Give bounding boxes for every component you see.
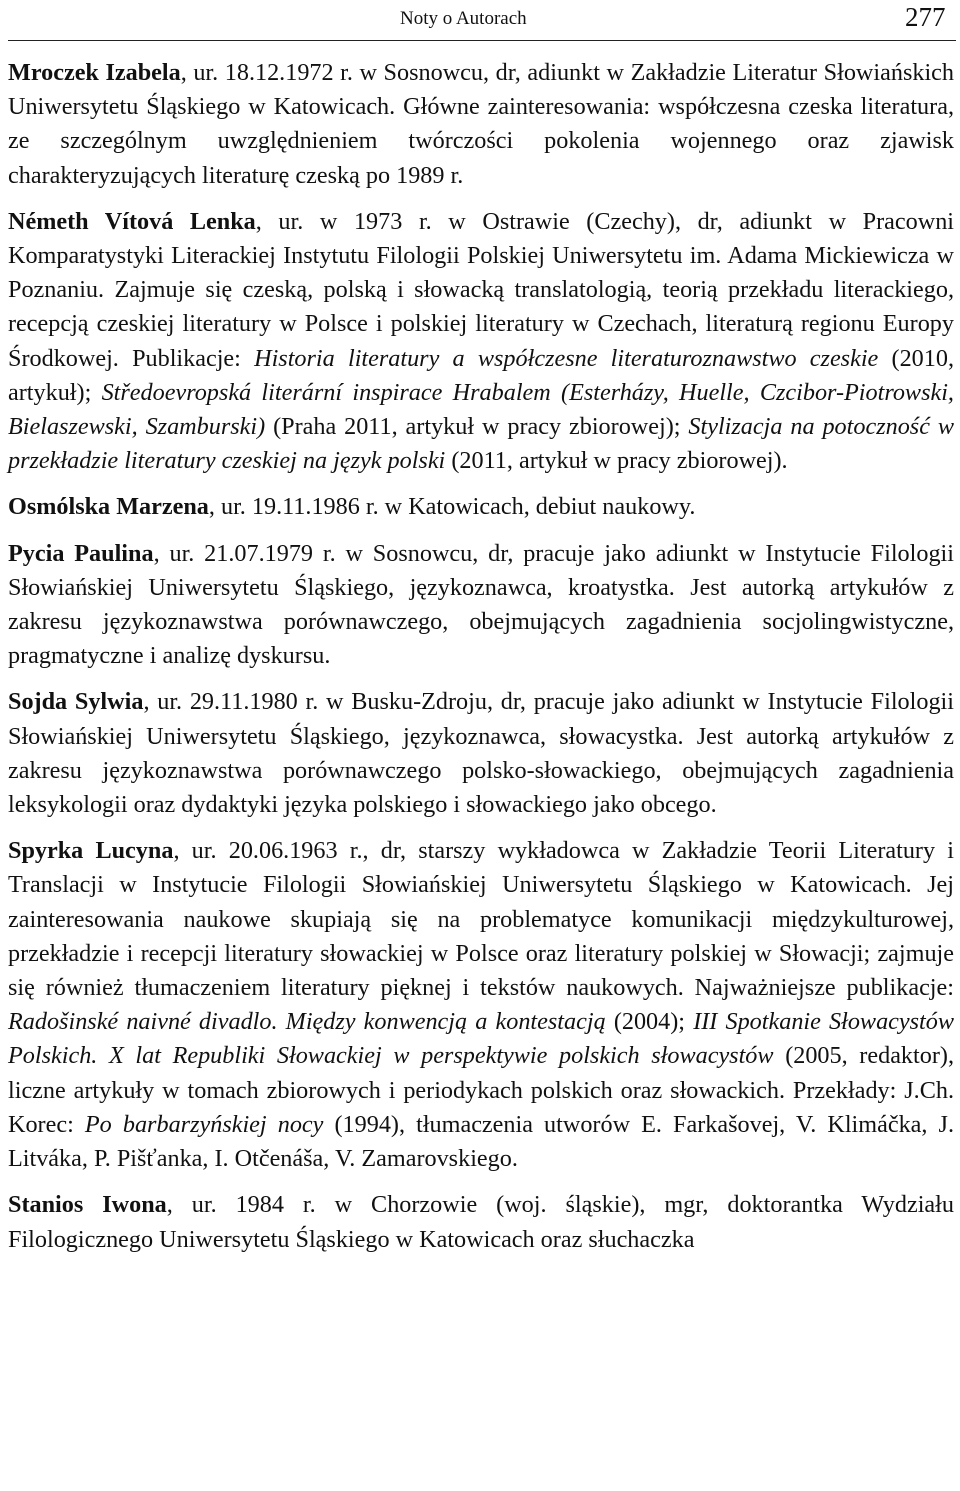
publication-title: III Spotkanie Słowacystów Polskich. X lat Republiki Słowackiej w perspektywie polskich słowacystów (8, 1008, 954, 1070)
author-entry (8, 834, 954, 1176)
entry-text: (1994), tłumaczenia utworów E. Farkašovej, V. Klimáčka, J. Litváka, P. Pišťanka, I. Otčenáša, V. Zamarovskiego. (8, 1110, 954, 1173)
publication-title: Středoevropská literární inspirace Hrabalem (Esterházy, Huelle, Czcibor-Piotrowski, Bielaszewski, Szamburski) (8, 378, 954, 441)
author-entry (8, 490, 954, 524)
publication-title: Stylizacja na potoczność w przekładzie literatury czeskiej na język polski (8, 413, 954, 475)
running-title: Noty o Autorach (400, 8, 527, 29)
author-name: Stanios Iwona (8, 1191, 167, 1219)
author-notes (8, 56, 954, 1269)
entry-text: , ur. 19.11.1986 r. w Katowicach, debiut naukowy. (208, 493, 696, 521)
author-name: Spyrka Lucyna (8, 837, 174, 865)
running-header (0, 0, 960, 40)
entry-text: , ur. 18.12.1972 r. w Sosnowcu, dr, adiunkt w Zakładzie Literatur Słowiańskich Uniwersytetu Śląskiego w Katowicach. Główne zainteresowania: współczesna czeska literatura, ze szczególnym uwzględnieniem twórczości pokolenia wojennego oraz zjawisk charakteryzujących literaturę czeską po 1989 r. (8, 59, 955, 189)
author-entry (8, 1188, 954, 1256)
author-name: Mroczek Izabela (8, 59, 181, 86)
author-entry (8, 537, 954, 674)
entry-text: (2005, redaktor), liczne artykuły w tomach zbiorowych i periodykach polskich oraz słowackich. Przekłady: J.Ch. Korec: (8, 1042, 954, 1138)
entry-text: , ur. 1984 r. w Chorzowie (woj. śląskie), mgr, doktorantka Wydziału Filologicznego Uniwersytetu Śląskiego w Katowicach oraz słuchaczka (8, 1191, 954, 1253)
publication-title: Po barbarzyńskiej nocy (84, 1110, 324, 1138)
entry-text: (2010, artykuł); (8, 344, 954, 406)
entry-text: (2004); (605, 1008, 694, 1036)
entry-text: , ur. w 1973 r. w Ostrawie (Czechy), dr, adiunkt w Pracowni Komparatystyki Literackiej Instytutu Filologii Polskiej Uniwersytetu im. Adama Mickiewicza w Poznaniu. Zajmuje się czeską, polską i słowacką translatologią, teorią przekładu literackiego, recepcją czeskiej literatury w Polsce i polskiej literatury w Czechach, literaturą regionu Europy Środkowej. Publikacje: (8, 207, 955, 372)
entry-text: (2011, artykuł w pracy zbiorowej). (445, 447, 788, 475)
entry-text: (Praha 2011, artykuł w pracy zbiorowej); (265, 413, 689, 441)
page-number: 277 (905, 2, 946, 32)
author-name: Pycia Paulina (8, 539, 154, 567)
author-name: Sojda Sylwia (8, 688, 144, 716)
publication-title: Historia literatury a współczesne literaturoznawstwo czeskie (254, 344, 879, 372)
author-name: Osmólska Marzena (8, 493, 209, 521)
entry-text: , ur. 29.11.1980 r. w Busku-Zdroju, dr, pracuje jako adiunkt w Instytucie Filologii Słowiańskiej Uniwersytetu Śląskiego, językoznawca, słowacystka. Jest autorką artykułów z zakresu językoznawstwa porównawczego polsko-słowackiego, obejmujących zagadnienia leksykologii oraz dydaktyki języka polskiego i słowackiego jako obcego. (8, 688, 954, 819)
publication-title: Radošinské naivné divadlo. Między konwencją a kontestacją (8, 1008, 606, 1036)
author-entry (8, 685, 954, 822)
entry-text: , ur. 21.07.1979 r. w Sosnowcu, dr, pracuje jako adiunkt w Instytucie Filologii Słowiańskiej Uniwersytetu Śląskiego, językoznawca, kroatystka. Jest autorką artykułów z zakresu językoznawstwa porównawczego, obejmujących zagadnienia socjolingwistyczne, pragmatyczne i analizę dyskursu. (8, 539, 954, 670)
author-entry (8, 205, 954, 479)
author-name: Németh Vítová Lenka (8, 207, 256, 235)
entry-text: , ur. 20.06.1963 r., dr, starszy wykładowca w Zakładzie Teorii Literatury i Translacji w Instytucie Filologii Słowiańskiej Uniwersytetu Śląskiego w Katowicach. Jej zainteresowania naukowe skupiają się na problematyce komunikacji międzykulturowej, przekładzie i recepcji literatury słowackiej w Polsce oraz literatury polskiej w Słowacji; zajmuje się również tłumaczeniem literatury pięknej i tekstów naukowych. Najważniejsze publikacje: (8, 837, 954, 1002)
header-rule (8, 40, 956, 41)
author-entry (8, 56, 954, 193)
